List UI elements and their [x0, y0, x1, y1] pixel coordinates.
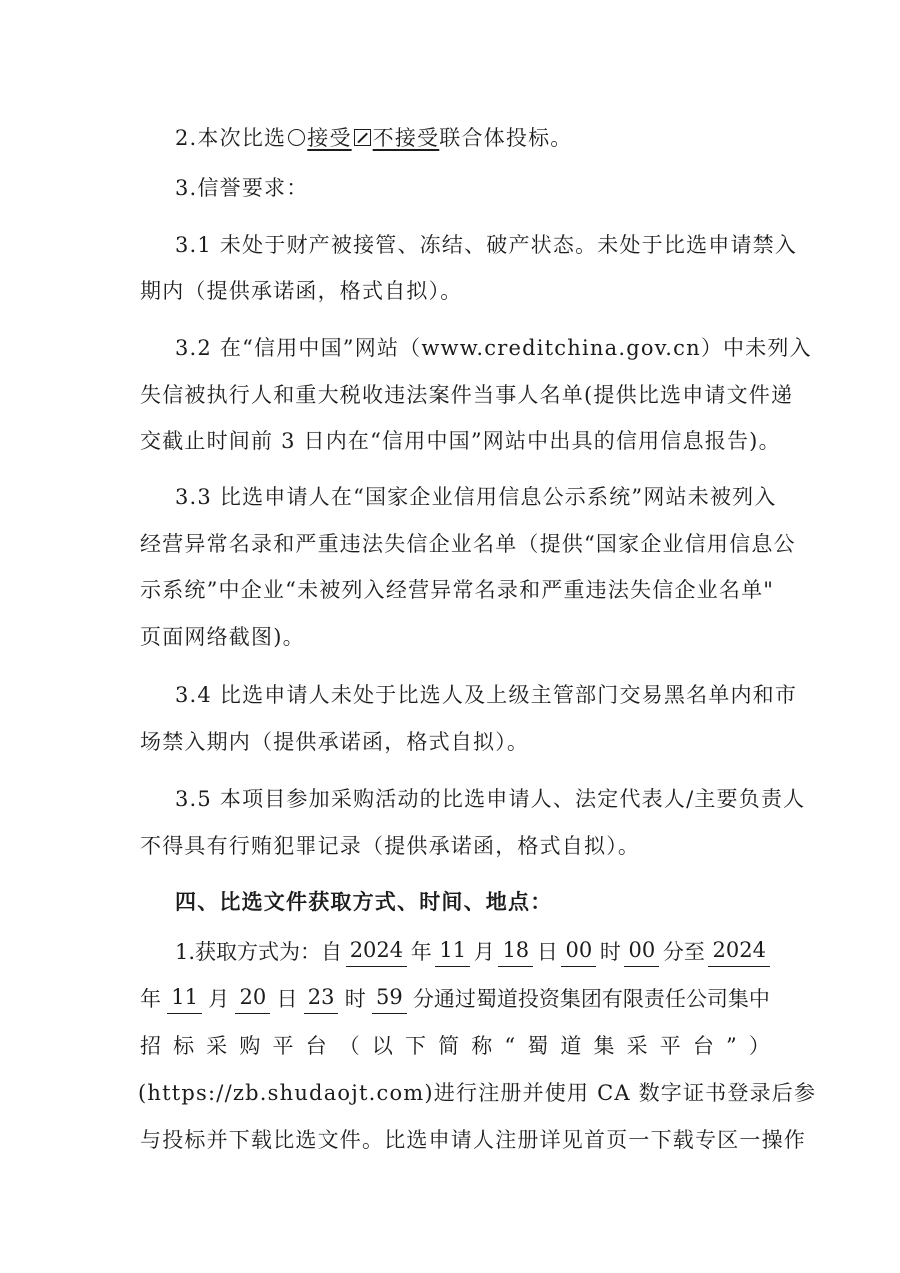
item-4-1-line-1 — [175, 937, 770, 967]
item-3-5-line-1: 3.5 本项目参加采购活动的比选申请人、法定代表人/主要负责人 — [175, 787, 806, 811]
item-3-4-line-1: 3.4 比选申请人未处于比选人及上级主管部门交易黑名单内和市 — [175, 683, 798, 707]
section-4-heading: 四、比选文件获取方式、时间、地点： — [175, 889, 553, 914]
item-3-2-line-2: 失信被执行人和重大税收违法案件当事人名单(提供比选申请文件递 — [140, 383, 794, 407]
spread-char: 下 — [405, 1034, 426, 1058]
after-time-text: 分通过蜀道投资集团有限责任公司集中 — [412, 987, 770, 1011]
spread-char: 平 — [659, 1034, 681, 1058]
start-year: 2024 — [346, 937, 407, 967]
year-label-2: 年 — [140, 987, 161, 1011]
spread-char: 集 — [593, 1034, 615, 1058]
option-accept-label: 接受 — [307, 126, 352, 150]
spread-char: 平 — [272, 1034, 294, 1058]
spread-char: 采 — [206, 1034, 228, 1058]
accept-radio-unchecked-icon — [288, 129, 305, 146]
item-4-1-line-5: 与投标并下载比选文件。比选申请人注册详见首页一下载专区一操作 — [140, 1128, 806, 1152]
item-3-4-line-2: 场禁入期内（提供承诺函，格式自拟）。 — [140, 730, 530, 754]
day-label: 日 — [536, 940, 558, 964]
start-hour: 00 — [561, 937, 596, 967]
spread-char: 台 — [305, 1034, 327, 1058]
start-minute: 00 — [624, 937, 659, 967]
item-3-3-line-3: 示系统”中企业“未被列入经营异常名录和严重违法失信企业名单" — [140, 578, 775, 602]
minute-to-label: 分至 — [662, 940, 705, 964]
year-label: 年 — [410, 940, 432, 964]
spread-char: “ — [504, 1034, 516, 1058]
end-month: 11 — [167, 984, 202, 1014]
end-day: 20 — [235, 984, 270, 1014]
spread-char: 购 — [239, 1034, 261, 1058]
item-3-title: 3.信誉要求： — [175, 176, 309, 200]
start-day: 18 — [498, 937, 533, 967]
item-3-2-line-1: 3.2 在“信用中国”网站（www.creditchina.gov.cn）中未列入 — [175, 336, 812, 360]
item-3-3-line-4: 页面网络截图)。 — [140, 625, 305, 649]
item-2-joint-bid — [175, 123, 572, 153]
spread-char: 标 — [173, 1034, 195, 1058]
spread-char: 以 — [371, 1034, 393, 1058]
item-3-5-line-2: 不得具有行贿犯罪记录（提供承诺函，格式自拟）。 — [140, 834, 641, 858]
option-reject-label: 不接受 — [372, 126, 440, 150]
end-hour: 23 — [304, 984, 339, 1014]
day-label-2: 日 — [276, 987, 298, 1011]
item-3-1-line-1: 3.1 未处于财产被接管、冻结、破产状态。未处于比选申请禁入 — [175, 233, 798, 257]
spread-char: 称 — [471, 1034, 493, 1058]
spread-char: ” — [726, 1034, 737, 1058]
spread-char: 蜀 — [527, 1034, 549, 1058]
hour-label-2: 时 — [344, 987, 366, 1011]
spread-char: （ — [338, 1034, 360, 1058]
end-minute: 59 — [372, 984, 407, 1014]
spread-char: 道 — [560, 1034, 582, 1058]
item-4-1-line-4: (https://zb.shudaojt.com)进行注册并使用 CA 数字证书登录后参 — [138, 1081, 817, 1105]
start-month: 11 — [435, 937, 470, 967]
spread-char: 招 — [140, 1034, 161, 1058]
item-2-prefix: 2.本次比选 — [175, 126, 287, 150]
reject-checkbox-checked-icon — [354, 129, 371, 146]
item-4-1-lead: 1.获取方式为：自 — [175, 940, 343, 964]
item-3-1-line-2: 期内（提供承诺函，格式自拟）。 — [140, 279, 463, 303]
item-2-suffix: 联合体投标。 — [439, 126, 573, 150]
item-3-3-line-2: 经营异常名录和严重违法失信企业名单（提供“国家企业信用信息公 — [140, 532, 796, 556]
spread-char: 采 — [626, 1034, 648, 1058]
item-3-2-line-3: 交截止时间前 3 日内在“信用中国”网站中出具的信用信息报告)。 — [140, 429, 781, 453]
item-4-1-line-2 — [140, 984, 770, 1014]
item-3-3-line-1: 3.3 比选申请人在“国家企业信用信息公示系统”网站未被列入 — [175, 485, 777, 509]
end-year: 2024 — [708, 937, 769, 967]
spread-char: ） — [748, 1034, 770, 1058]
month-label: 月 — [473, 940, 495, 964]
hour-label: 时 — [599, 940, 621, 964]
month-label-2: 月 — [208, 987, 230, 1011]
spread-char: 台 — [692, 1034, 714, 1058]
item-4-1-line-3 — [140, 1031, 770, 1061]
spread-char: 简 — [438, 1034, 460, 1058]
